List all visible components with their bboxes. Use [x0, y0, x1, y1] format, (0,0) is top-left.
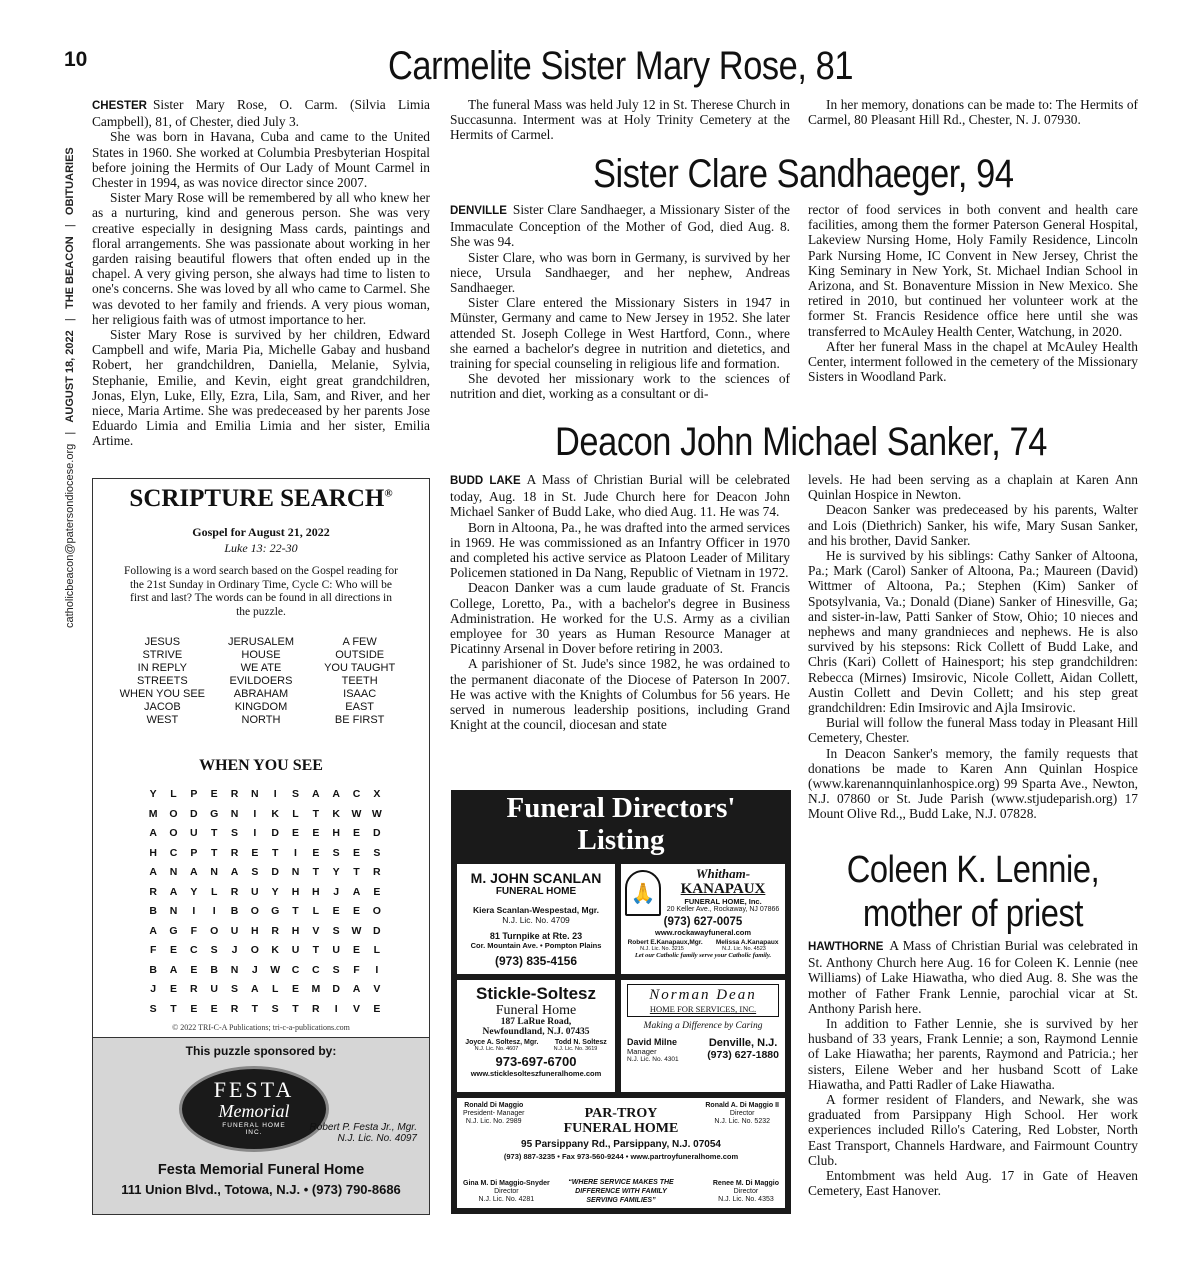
grid-letter: J [333, 885, 340, 898]
festa-manager: Robert P. Festa Jr., Mgr. N.J. Lic. No. 4097 [309, 1122, 417, 1144]
gospel-date: Gospel for August 21, 2022 [192, 525, 330, 539]
grid-letter: H [312, 885, 320, 898]
sidebar-email: catholicbeacon@patersondiocese.org [64, 443, 76, 628]
article2-paragraph: She devoted her missionary work to the sciences of nutrition and diet, working as a consultant or di- [450, 371, 790, 402]
dateline: BUDD LAKE [450, 475, 521, 487]
sidebar-date: AUGUST 18, 2022 [64, 330, 76, 423]
grid-letter: T [210, 827, 218, 839]
festa-name: Festa Memorial Funeral Home [157, 1162, 365, 1178]
grid-letter: C [312, 963, 320, 976]
article4-column [808, 938, 1138, 1198]
word-list-item: OUTSIDE [335, 649, 385, 661]
word-list-item: NORTH [241, 714, 281, 726]
grid-letter: U [332, 944, 340, 956]
word-list-item: STRIVE [142, 649, 183, 661]
grid-letter: R [230, 788, 239, 800]
word-list-item: WE ATE [240, 662, 282, 674]
grid-letter: E [312, 846, 320, 859]
grid-letter: I [192, 905, 196, 917]
grid-letter: F [353, 963, 360, 976]
headline-sister-clare: Sister Clare Sandhaeger, 94 [593, 152, 1014, 196]
scanlan-ad: M. JOHN SCANLAN FUNERAL HOME Kiera Scanlan-Wespestad, Mgr. N.J. Lic. No. 4709 81 Turnpike at Rte. 23 Cor. Mountain Ave. • Pompton Plains (973) 835-4156 [457, 864, 615, 974]
page-number: 10 [64, 48, 88, 71]
grid-letter: P [190, 788, 198, 800]
word-list-item: JERUSALEM [227, 636, 294, 648]
article2-paragraph: rector of food services in both convent and health care facilities, among them the former Paterson General Hospital, Lakeview Nursing Home, Holy Family Residence, Lincoln Park Nursing Home, IC Convent in New Jersey, Christ the King Seminary in New York, St. Michael Indian School in Arizona, and St. Bonaventure Mission in New Mexico. She retired in 2010, but continued her volunteer work at the former St. Francis Residence office here until she was transferred to McAuley Health Center, Watchung, in 2020. [808, 202, 1138, 339]
word-list-item: IN REPLY [137, 662, 187, 674]
article1-paragraph: In her memory, donations can be made to: The Hermits of Carmel, 80 Pleasant Hill Rd., Chester, N. J. 07930. [808, 97, 1138, 128]
grid-letter: E [210, 1002, 218, 1015]
grid-letter: E [352, 846, 360, 859]
grid-letter: I [253, 807, 257, 820]
grid-letter: E [373, 885, 381, 898]
grid-letter: R [230, 1002, 239, 1015]
grid-letter: E [312, 827, 320, 839]
grid-letter: H [332, 827, 340, 839]
grid-letter: N [169, 905, 178, 917]
grid-letter: D [190, 807, 198, 820]
grid-letter: V [352, 1002, 360, 1015]
grid-letter: B [230, 905, 239, 917]
grid-letter: E [332, 905, 340, 917]
grid-letter: O [372, 905, 381, 917]
grid-letter: C [169, 846, 178, 859]
grid-letter: M [148, 807, 158, 820]
grid-letter: O [250, 944, 259, 956]
grid-letter: K [271, 944, 279, 956]
grid-letter: L [292, 807, 299, 820]
article1-paragraph: Sister Mary Rose is survived by her children, Edward Campbell and wife, Maria Pia, Michelle Gabay and husband Robert, her grandchildren, Daniella, Melanie, Sylvia, Stephanie, Emilie, and Kevin, eight great grandchildren, Jonas, Elyn, Luke, Elly, Ezra, Lila, Sam, and River, and her niece, Maria Artime. She was predeceased by her parents Jose Eduardo Limia and Emilia Limia and her sister, Emilia Artime. [92, 327, 430, 449]
scripture-search-box [92, 478, 430, 1215]
grid-letter: R [230, 885, 239, 898]
grid-letter: G [169, 924, 178, 937]
grid-letter: G [271, 905, 280, 917]
grid-letter: A [169, 885, 178, 898]
grid-letter: U [230, 924, 239, 937]
grid-letter: J [150, 983, 157, 995]
sponsor-panel [93, 1037, 429, 1214]
grid-letter: B [149, 963, 157, 976]
grid-letter: E [352, 827, 360, 839]
article2-paragraph: Sister Clare, who was born in Germany, is survived by her niece, Ursula Sandhaeger, and her nephew, Andreas Sandhaeger. [450, 249, 790, 296]
stickle-soltesz-ad: Stickle-Soltesz Funeral Home 187 LaRue Road, Newfoundland, N.J. 07435 Joyce A. Soltesz, Mgr. Todd N. Soltesz N.J. Lic. No. 4607 N.J. Lic. No. 3619 973-697-6700 www.sticklesolteszfuneralhome.com [457, 980, 615, 1092]
scripture-search-title: SCRIPTURE SEARCH® [129, 485, 393, 512]
par-troy-bottom-left: Gina M. Di Maggio-Snyder Director N.J. Lic. No. 4281 [463, 1180, 550, 1203]
article2-paragraph: DENVILLE Sister Clare Sandhaeger, a Missionary Sister of the Immaculate Conception of the Mother of God, died Aug. 8. She was 94. [450, 202, 790, 250]
article3-paragraph: Deacon Danker was a cum laude graduate of St. Francis College, Loretto, Pa., with a bachelor's degree in Business Administration. He worked for the U.S. Army as a civilian employee for 30 years as Human Resource Manager at Picatinny Arsenal in Dover before retiring in 2003. [450, 580, 790, 657]
norman-dean-ad: Norman Dean HOME FOR SERVICES, INC. Making a Difference by Caring David Milne Manager N.J. Lic. No. 4301 Denville, N.J. (973) 627-1880 [621, 980, 785, 1092]
article3-paragraph: Burial will follow the funeral Mass today in Pleasant Hill Cemetery, Chester. [808, 715, 1138, 746]
grid-letter: J [231, 944, 238, 956]
grid-letter: T [251, 1002, 259, 1015]
dateline: CHESTER [92, 100, 147, 112]
grid-letter: R [312, 1002, 320, 1015]
grid-letter: O [250, 905, 259, 917]
word-list-item: A FEW [342, 636, 377, 648]
word-list-item: TEETH [341, 675, 378, 687]
article3-paragraph: BUDD LAKE A Mass of Christian Burial will be celebrated today, Aug. 18 in St. Jude Church here for Deacon John Michael Sanker of Budd Lake, who died Aug. 11. He was 74. [450, 472, 790, 520]
grid-letter: X [373, 788, 381, 800]
grid-letter: T [353, 866, 360, 878]
grid-letter: H [291, 885, 300, 898]
grid-letter: I [375, 963, 379, 976]
grid-letter: R [149, 885, 157, 898]
article3-column2 [808, 472, 1138, 822]
grid-letter: D [373, 924, 381, 937]
grid-letter: S [271, 1002, 279, 1015]
article4-paragraph: In addition to Father Lennie, she is survived by her husband of 33 years, Frank Lennie; a son, Raymond Lennie of Lake Hiawatha; her parents, Raymond and Patricia.; her sisters, Eilene Weber and her husband Scott of Lake Hiawatha, and Patti Radler of Lake Hiawatha. [808, 1016, 1138, 1092]
grid-letter: K [271, 807, 279, 820]
article3-paragraph: A parishioner of St. Jude's since 1982, he was ordained to the permanent diaconate of the Diocese of Paterson In 2007. He was active with the Knights of Columbus for 56 years. He served in numerous leadership positions, including Grand Knight at the council, diocesan and state [450, 656, 790, 733]
whitham-kanapaux-ad: 🙏 Whitham- KANAPAUX FUNERAL HOME, Inc. 20 Keller Ave., Rockaway, NJ 07866 (973) 627-0075 www.rockawayfuneral.com Robert E.Kanapaux,Mgr. Melissa A.Kanapaux N.J. Lic. No. 3215 N.J. Lic. No. 4523 Let our Catholic family serve your Catholic family. [621, 864, 785, 974]
article3-paragraph: In Deacon Sanker's memory, the family requests that donations be made to Karen Ann Quinlan Hospice (www.karenannquinlanhospice.org) 99 Sparta Ave., Newton, N.J. 07860 or St. Jude Parish (www.stjudeparish.org) 17 Mount Olive Rd.,, Budd Lake, N.J. 07828. [808, 745, 1138, 822]
word-list-item: JESUS [144, 636, 181, 648]
grid-letter: W [371, 807, 382, 820]
grid-letter: E [352, 944, 360, 956]
grid-letter: T [292, 905, 299, 917]
word-list-item: WEST [146, 714, 179, 726]
listing-title: Funeral Directors' Listing [506, 792, 736, 856]
headline-coleen-lennie: Coleen K. Lennie, mother of priest [846, 849, 1100, 935]
par-troy-bottom-right: Renee M. Di Maggio Director N.J. Lic. No. 4353 [712, 1180, 779, 1203]
grid-letter: A [149, 827, 157, 839]
grid-letter: D [373, 827, 381, 839]
grid-letter: A [352, 885, 361, 898]
grid-letter: S [230, 983, 238, 995]
grid-letter: H [149, 846, 157, 859]
word-list-item: JACOB [143, 701, 181, 713]
grid-letter: U [210, 983, 218, 995]
word-list [113, 636, 409, 727]
grid-letter: S [332, 924, 340, 937]
grid-letter: I [294, 846, 297, 859]
grid-letter: E [373, 1002, 381, 1015]
article1-paragraph: CHESTER Sister Mary Rose, O. Carm. (Silvia Limia Campbell), 81, of Chester, died July 3. [92, 97, 430, 130]
grid-letter: S [373, 846, 381, 859]
article1-paragraph: The funeral Mass was held July 12 in St. Therese Church in Succasunna. Interment was at Holy Trinity Cemetery at the Hermits of Carmel. [450, 97, 790, 143]
par-troy-ad: Ronald Di Maggio President- Manager N.J. Lic. No. 2989 Ronald A. Di Maggio II Director N.J. Lic. No. 5232 PAR-TROY FUNERAL HOME 95 Parsippany Rd., Parsippany, N.J. 07054 (973) 887-3235 • Fax 973-560-9244 • www.partroyfuneralhome.com Gina M. Di Maggio-Snyder Director N.J. Lic. No. 4281 “WHERE SERVICE MAKES THE DIFFERENCE WITH FAMILY SERVING FAMILIES” Renee M. Di Maggio Director N.J. Lic. No. 4353 [457, 1098, 785, 1208]
grid-letter: T [292, 1002, 299, 1015]
puzzle-intro: Following is a word search based on the Gospel reading for the 21st Sunday in Ordinary Time, Cycle C: Who will be first and last? The words can be found in all directions in the puzzle. [123, 565, 399, 618]
grid-letter: E [251, 846, 259, 859]
article2-paragraph: Sister Clare entered the Missionary Sisters in 1947 in Münster, Germany and came to New Jersey in 1952. She later attended St. Joseph College in West Hartford, Conn., where she earned a bachelor's degree in nutrition and dietetics, and training for special counseling in religious life and formation. [450, 295, 790, 372]
headline-sister-mary-rose: Carmelite Sister Mary Rose, 81 [388, 44, 854, 88]
sidebar-publication: THE BEACON [64, 236, 76, 310]
grid-letter: S [291, 788, 299, 800]
grid-letter: A [312, 788, 320, 800]
grid-letter: E [352, 905, 360, 917]
word-list-item: ISAAC [343, 688, 377, 700]
grid-letter: D [271, 827, 279, 839]
grid-letter: O [169, 827, 178, 839]
grid-letter: S [332, 963, 340, 976]
grid-letter: H [291, 924, 300, 937]
grid-letter: R [373, 866, 381, 878]
grid-letter: L [312, 905, 320, 917]
grid-letter: R [271, 924, 279, 937]
article1-paragraph: Sister Mary Rose will be remembered by all who knew her as a nurturing, kind and generous person. She was very creative especially in designing Mass cards, paintings and floral arrangements. She was passionate about working in her garden raising beautiful flowers that often ended up in the chapel. A very giving person, she always had time to listen to one's concerns. She was loved by all who came to Carmel. She was devoted to her family and friends. A very pious woman, her religious faith was of utmost importance to her. [92, 190, 430, 327]
grid-letter: I [334, 1002, 338, 1015]
grid-letter: S [230, 827, 238, 839]
par-troy-tagline: “WHERE SERVICE MAKES THE DIFFERENCE WITH FAMILY SERVING FAMILIES” [568, 1179, 674, 1204]
grid-letter: W [351, 924, 362, 937]
grid-letter: A [190, 866, 198, 878]
grid-letter: N [210, 866, 218, 878]
word-list-item: WHEN YOU SEE [119, 688, 206, 700]
grid-letter: S [210, 944, 218, 956]
grid-letter: Y [190, 885, 198, 898]
grid-letter: V [312, 924, 320, 937]
grid-letter: S [332, 846, 340, 859]
festa-logo: FESTA Memorial FUNERAL HOME INC. [179, 1066, 329, 1152]
grid-letter: E [169, 983, 177, 995]
grid-letter: T [170, 1002, 177, 1015]
grid-letter: U [190, 827, 198, 839]
grid-letter: Y [271, 885, 279, 898]
grid-letter: Y [332, 866, 340, 878]
word-list-item: STREETS [136, 675, 188, 687]
grid-letter: R [230, 846, 239, 859]
article2-paragraph: After her funeral Mass in the chapel at McAuley Health Center, interment followed in the cemetery of the Missionary Sisters in Woodland Park. [808, 338, 1138, 385]
festa-address: 111 Union Blvd., Totowa, N.J. • (973) 790-8686 [121, 1182, 401, 1197]
article3-paragraph: He is survived by his siblings: Cathy Sanker of Altoona, Pa.; Mark (Carol) Sanker of Altoona, Pa.; Maureen (David) Wittmer of Altoona, Pa.; Stephen (Kim) Sanker of Spotsylvania, Va.; Donald (Diane) Sanker of Hinesville, Ga; and sister-in-law, Patti Sanker of Stow, Ohio; 10 nieces and nephews and many grandnieces and nephews. He is also survived by his stepsons: Rick Collett of Budd Lake, and Chris (Kari) Collett of Hainesport; his step grandchildren: Rebecca (Mirnes) Imsirovic, Nicole Collett, Aidan Collett, Austin Collett and Devin Collett; and his step great grandchildren: Edin Imsirovic and Ajla Imsirovic. [808, 548, 1138, 716]
article3-paragraph: Deacon Sanker was predeceased by his parents, Walter and Lois (Diethrich) Sanker, his wife, Mary Susan Sanker, and his brother, David Sanker. [808, 502, 1138, 548]
grid-letter: T [271, 846, 279, 859]
grid-letter: A [149, 924, 157, 937]
sidebar-text: catholicbeacon@patersondiocese.org | AUGUST 18, 2022 | THE BEACON | OBITUARIES [64, 147, 76, 628]
article1-column1 [92, 97, 430, 449]
grid-letter: D [332, 983, 340, 995]
word-list-item: EAST [345, 701, 375, 713]
grid-letter: B [210, 963, 218, 976]
dateline: DENVILLE [450, 205, 507, 217]
grid-letter: F [149, 944, 157, 956]
par-troy-right-director: Ronald A. Di Maggio II Director N.J. Lic. No. 5232 [705, 1102, 779, 1125]
grid-letter: F [190, 924, 198, 937]
grid-letter: D [271, 866, 279, 878]
grid-letter: I [212, 905, 216, 917]
word-list-item: YOU TAUGHT [324, 662, 396, 674]
article4-paragraph: A former resident of Flanders, and Newark, she was graduated from Parsippany High School. Her work experiences included Rillo's Catering, Red Lobster, North East Transport, Channels Hardware, and Fairmount Country Club. [808, 1092, 1138, 1168]
grid-letter: U [291, 944, 300, 956]
grid-letter: C [190, 944, 198, 956]
grid-letter: P [190, 846, 198, 859]
grid-letter: T [312, 944, 320, 956]
grid-letter: K [332, 807, 340, 820]
article2-column2 [808, 202, 1138, 384]
grid-letter: C [352, 788, 361, 800]
word-list-item: ABRAHAM [233, 688, 289, 700]
grid-letter: Y [149, 788, 157, 800]
article3-paragraph: levels. He had been serving as a chaplain at Karen Ann Quinlan Hospice in Newton. [808, 472, 1138, 503]
article3-paragraph: Born in Altoona, Pa., he was drafted into the armed services in 1969. He was commissioned as an Infantry Officer in 1970 and completed his active service as Platoon Leader of Military Policemen stationed in Da Nang, Republic of Vietnam in 1972. [450, 519, 790, 581]
grid-letter: A [251, 983, 259, 995]
grid-letter: N [169, 866, 178, 878]
article1-column3 [808, 97, 1138, 127]
copyright: © 2022 TRI-C-A Publications; tri-c-a-publications.com [172, 1023, 350, 1032]
word-list-item: BE FIRST [334, 714, 385, 726]
grid-letter: W [270, 963, 281, 976]
grid-letter: N [230, 963, 239, 976]
grid-letter: L [170, 788, 177, 800]
article4-paragraph: Entombment was held Aug. 17 in Gate of Heaven Cemetery, East Hanover. [808, 1168, 1138, 1199]
sponsor-label: This puzzle sponsored by: [185, 1044, 337, 1058]
grid-letter: A [332, 788, 340, 800]
grid-letter: E [169, 944, 177, 956]
article1-column2 [450, 97, 790, 143]
article1-paragraph: She was born in Havana, Cuba and came to the United States in 1960. She worked at Columbia Presbyterian Hospital before joining the Hermits of Our Lady of Mount Carmel in Chester in 1994, as was novice director since 2007. [92, 129, 430, 191]
dateline: HAWTHORNE [808, 941, 884, 953]
grid-letter: C [291, 963, 300, 976]
grid-letter: A [149, 866, 157, 878]
word-search-grid [143, 785, 387, 1019]
praying-hands-icon: 🙏 [625, 870, 661, 916]
sidebar [58, 88, 82, 628]
grid-letter: N [291, 866, 300, 878]
grid-letter: J [251, 963, 258, 976]
grid-letter: I [253, 827, 257, 839]
article2-column1 [450, 202, 790, 402]
grid-letter: S [251, 866, 259, 878]
word-list-item: EVILDOERS [229, 675, 293, 687]
grid-letter: A [169, 963, 178, 976]
grid-letter: N [230, 807, 239, 820]
grid-letter: E [291, 827, 299, 839]
grid-letter: V [373, 983, 381, 995]
grid-letter: S [149, 1002, 157, 1015]
article3-column1 [450, 472, 790, 732]
grid-letter: T [210, 846, 218, 859]
grid-letter: O [210, 924, 219, 937]
grid-letter: L [271, 983, 279, 995]
grid-letter: N [251, 788, 259, 800]
grid-letter: O [169, 807, 178, 820]
grid-letter: L [210, 885, 218, 898]
puzzle-subtitle: WHEN YOU SEE [199, 757, 323, 774]
grid-letter: M [311, 983, 321, 995]
grid-letter: B [149, 905, 157, 917]
grid-letter: E [210, 788, 218, 800]
funeral-directors-listing [451, 790, 791, 1214]
word-list-item: KINGDOM [234, 701, 288, 713]
gospel-reference: Luke 13: 22-30 [224, 541, 298, 555]
grid-letter: A [230, 866, 239, 878]
grid-letter: A [352, 983, 361, 995]
sidebar-section: OBITUARIES [64, 147, 76, 216]
grid-letter: I [273, 788, 277, 800]
grid-letter: H [251, 924, 259, 937]
grid-letter: T [312, 866, 320, 878]
word-list-item: HOUSE [241, 649, 281, 661]
grid-letter: L [373, 944, 381, 956]
article4-paragraph: HAWTHORNE A Mass of Christian Burial was celebrated in St. Anthony Church here Aug. 16 for Coleen K. Lennie (nee Williams) of Lake Hiawatha, who died Aug. 8. She was the mother of Father Frank Lennie, parochial vicar at St. Anthony Parish here. [808, 938, 1138, 1016]
par-troy-left-director: Ronald Di Maggio President- Manager N.J. Lic. No. 2989 [463, 1102, 525, 1125]
grid-letter: W [351, 807, 362, 820]
grid-letter: E [190, 963, 198, 976]
grid-letter: R [190, 983, 198, 995]
grid-letter: T [312, 807, 320, 820]
headline-deacon-sanker: Deacon John Michael Sanker, 74 [555, 420, 1047, 464]
grid-letter: E [190, 1002, 198, 1015]
grid-letter: E [291, 983, 299, 995]
grid-letter: G [210, 807, 219, 820]
grid-letter: U [251, 885, 259, 898]
